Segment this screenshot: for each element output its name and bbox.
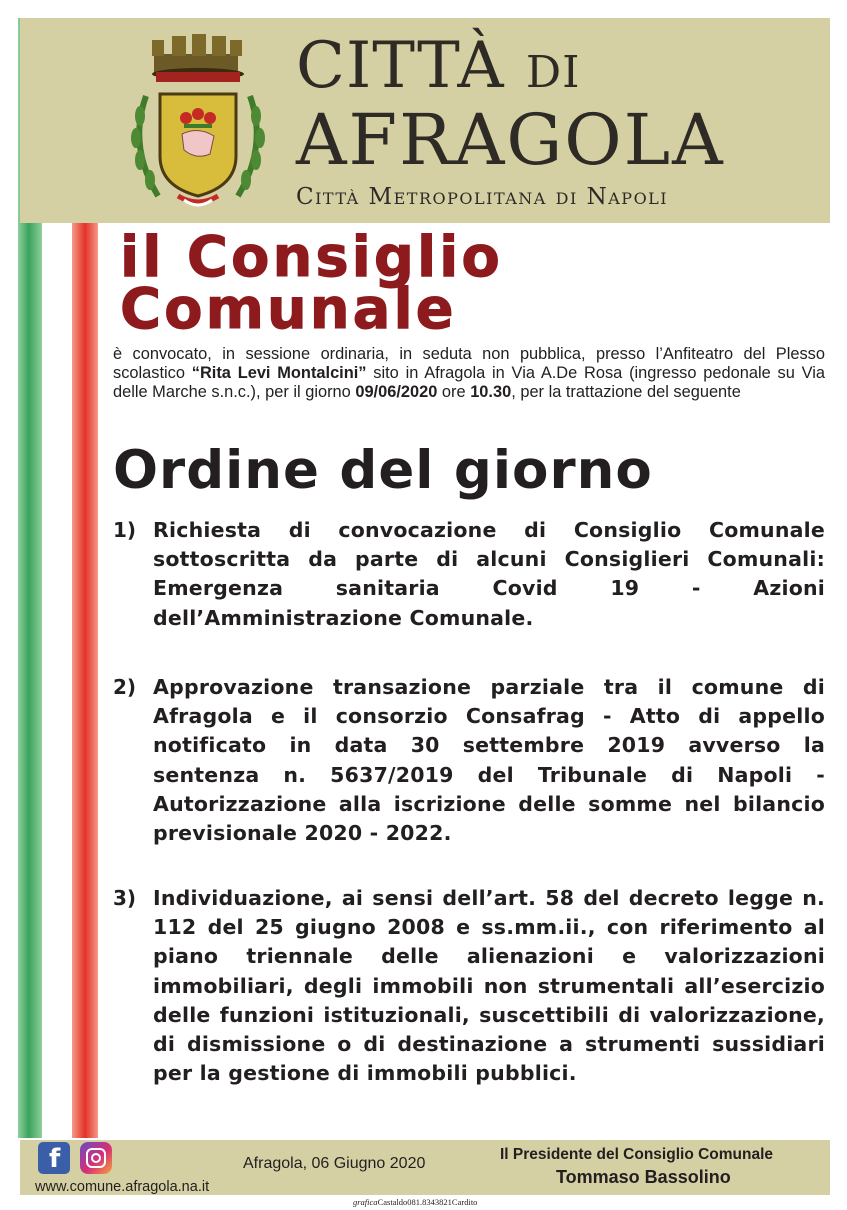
city-name: AFRAGOLA <box>296 99 725 181</box>
agenda-item-text: Richiesta di convocazione di Consiglio Comunale sottoscritta da parte di alcuni Consiglieri Comunali: Emergenza sanitaria Covid 19 - Azioni dell’Amministrazione Comunale. <box>153 518 825 630</box>
convocation-text: è convocato, in sessione ordinaria, in seduta non pubblica, presso l’Anfiteatro del Plesso scolastico “Rita Levi Montalcini” sito in Afragola in Via A.De Rosa (ingresso pedonale su Via delle Marche s.n.c.), per il giorno 09/06/2020 ore 10.30, per la trattazione del seguente <box>113 345 825 401</box>
council-title: il Consiglio Comunale <box>120 225 503 342</box>
city-subtitle: Città Metropolitana di Napoli <box>296 184 669 210</box>
coat-of-arms-icon <box>118 26 278 216</box>
place-date: Afragola, 06 Giugno 2020 <box>243 1155 426 1172</box>
agenda-item-text: Individuazione, ai sensi dell’art. 58 del decreto legge n. 112 del 25 giugno 2008 e ss.mm.ii., con riferimento al piano triennale delle alienazioni e valorizzazioni immobiliari, degli immobili non strumentali all’esercizio delle funzioni istituzionali, suscettibili di valorizzazione, di dismissione o di destinazione a strumenti sussidiari per la gestione di immobili pubblici. <box>153 886 825 1086</box>
city-title: CITTÀ DI <box>296 29 581 103</box>
agenda-item-number: 2) <box>113 675 137 699</box>
agenda-item-number: 3) <box>113 886 137 910</box>
president-title: Il Presidente del Consiglio Comunale <box>500 1146 774 1163</box>
agenda-title: Ordine del giorno <box>113 440 653 501</box>
agenda-item-text: Approvazione transazione parziale tra il comune di Afragola e il consorzio Consafrag - Atto di appello notificato in data 30 settembre 2019 avverso la sentenza n. 5637/2019 del Tribunale di Napoli - Autorizzazione alla iscrizione delle somme nel bilancio previsionale 2020 - 2022. <box>153 675 825 846</box>
agenda-item-number: 1) <box>113 518 137 542</box>
facebook-icon[interactable]: f <box>38 1142 70 1174</box>
graphic-credit: graficaCastaldo081.8343821Cardito <box>353 1197 478 1207</box>
instagram-icon[interactable] <box>80 1142 112 1174</box>
website-link[interactable]: www.comune.afragola.na.it <box>35 1179 210 1195</box>
president-name: Tommaso Bassolino <box>556 1167 731 1187</box>
